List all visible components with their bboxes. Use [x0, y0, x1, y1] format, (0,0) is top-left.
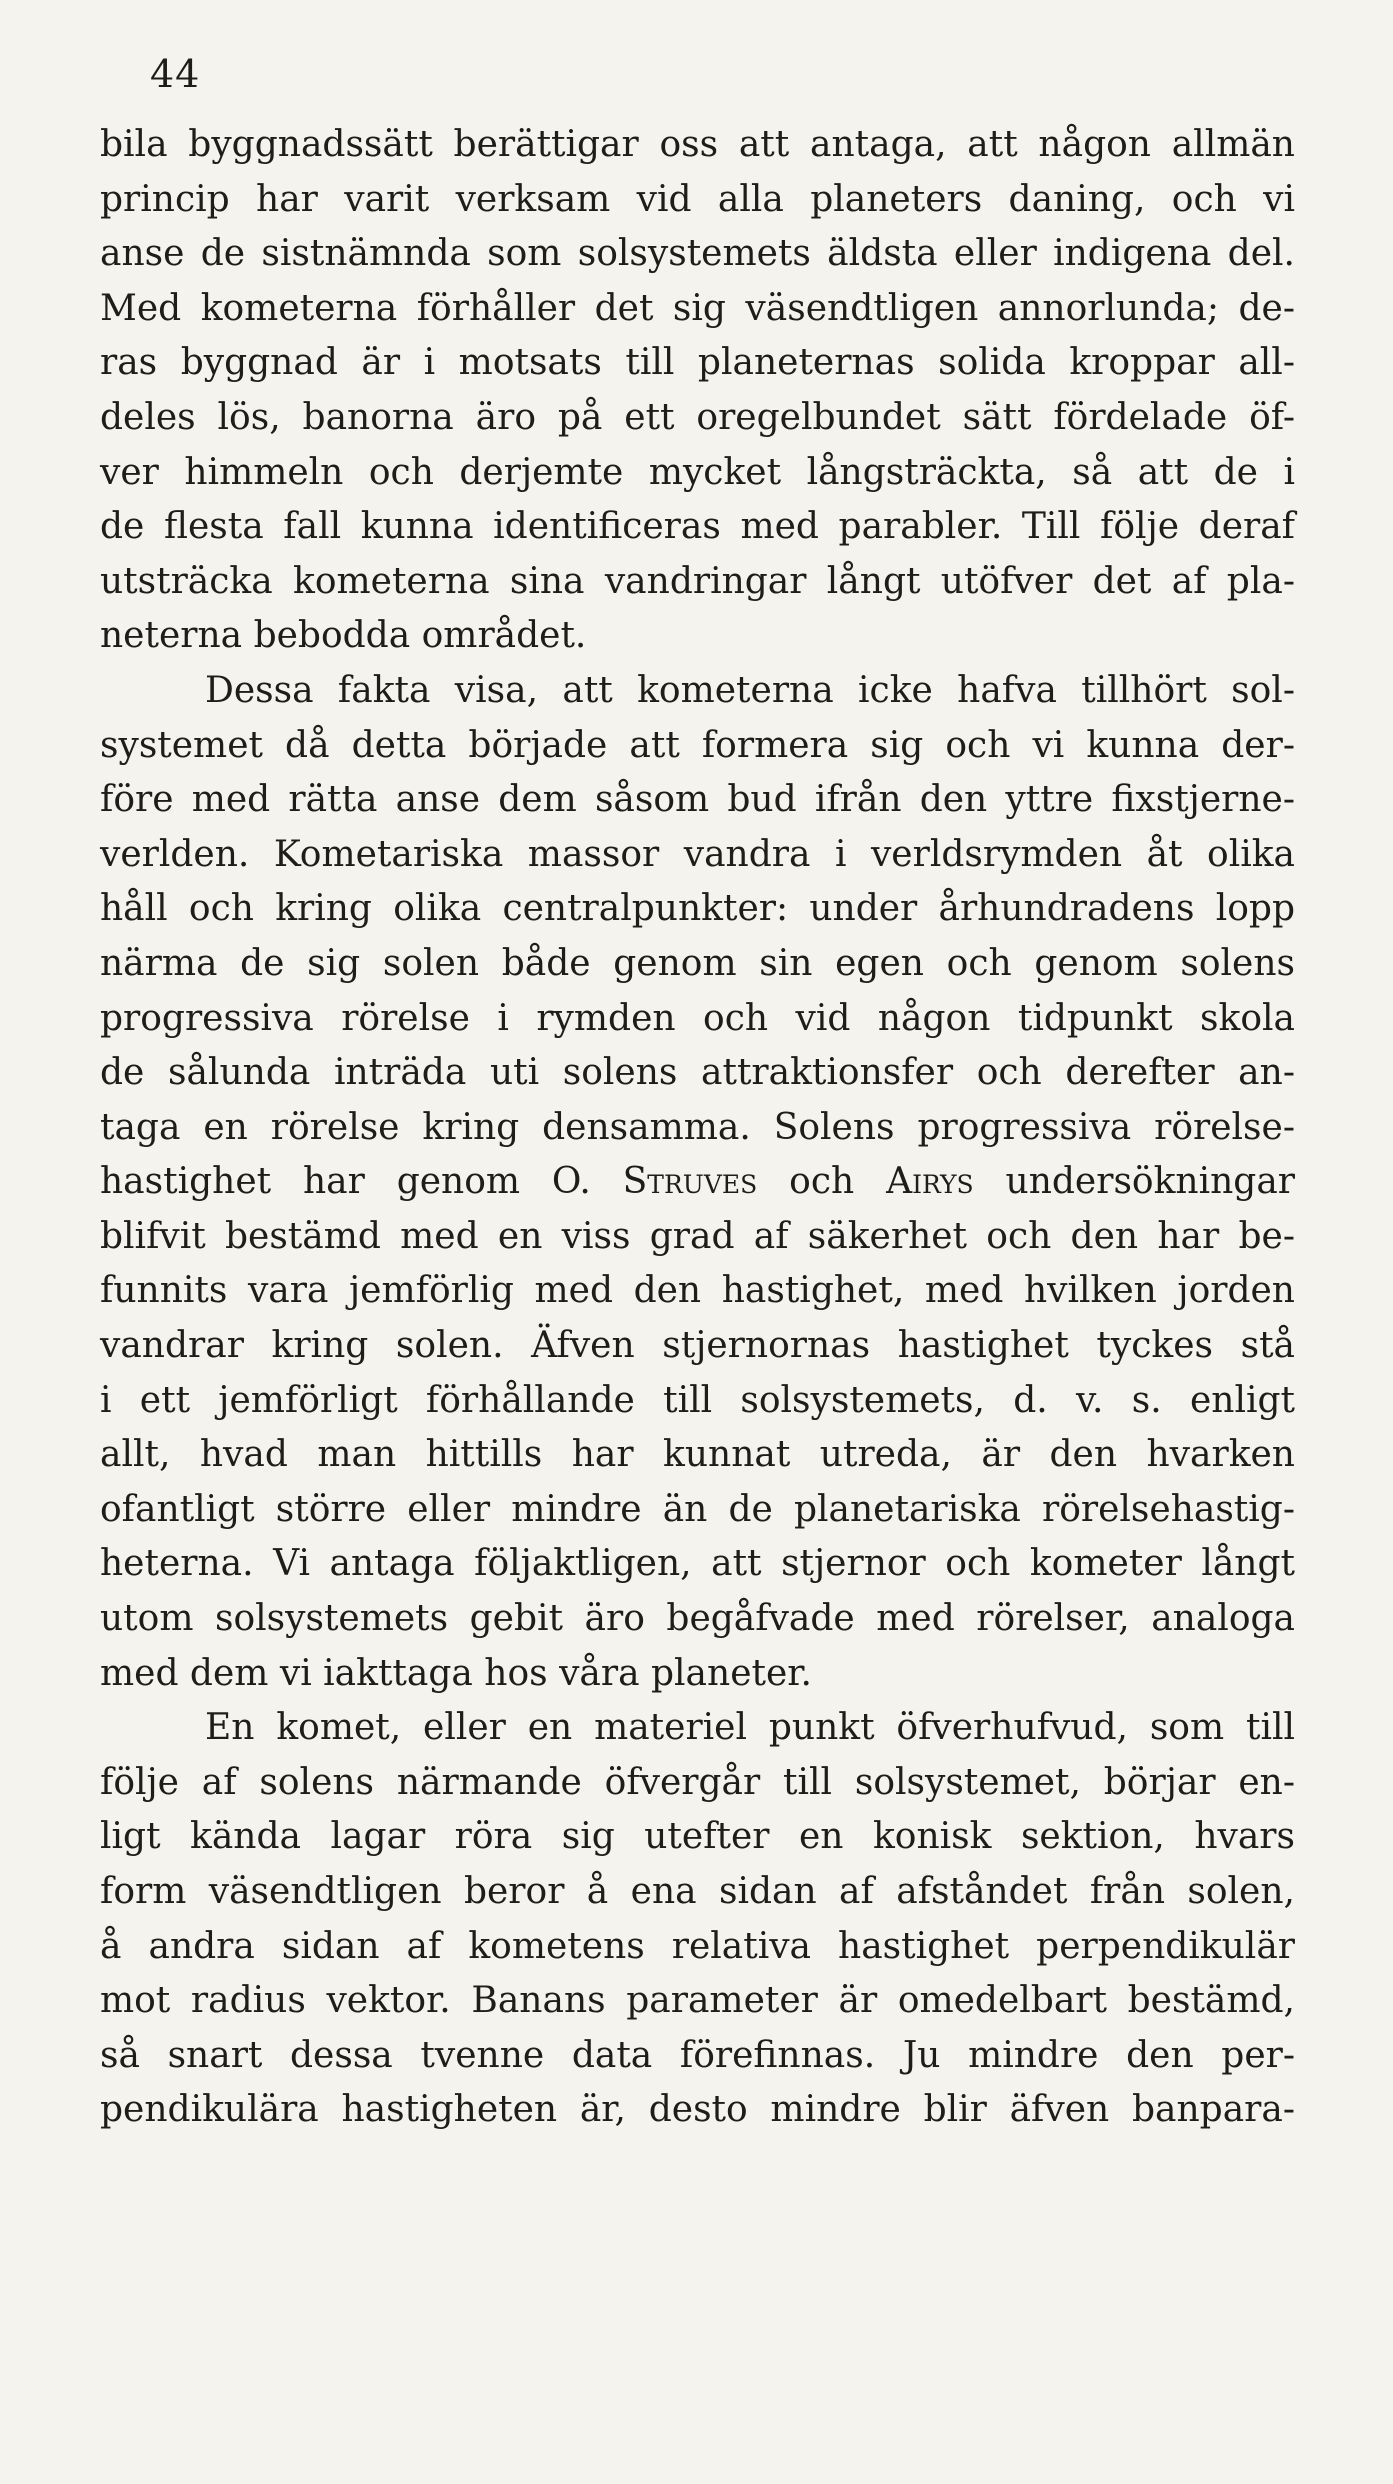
- text-line: verlden. Kometariska massor vandra i verldsrymden åt olika: [100, 833, 1295, 875]
- text-line: ofantligt större eller mindre än de planetariska rörelsehastig-: [100, 1488, 1295, 1530]
- text-line: funnits vara jemförlig med den hastighet, med hvilken jorden: [100, 1270, 1295, 1312]
- page-number: 44: [150, 52, 201, 96]
- author-name: Airys: [886, 1161, 974, 1203]
- text-line: före med rätta anse dem såsom bud ifrån den yttre fixstjerne-: [100, 779, 1295, 821]
- text-line: deles lös, banorna äro på ett oregelbundet sätt fördelade öf-: [100, 396, 1295, 438]
- text-line: hastighet har genom O. Struves och Airys undersökningar: [100, 1161, 1296, 1203]
- text-line: håll och kring olika centralpunkter: under århundradens lopp: [100, 888, 1295, 930]
- text-line: med dem vi iakttaga hos våra planeter.: [100, 1652, 812, 1694]
- body-text: [100, 118, 1295, 2138]
- text-line: de flesta fall kunna identificeras med parabler. Till följe deraf: [100, 506, 1295, 548]
- text-line: de sålunda inträda uti solens attraktionsfer och derefter an-: [100, 1052, 1295, 1094]
- text-line: ver himmeln och derjemte mycket långsträckta, så att de i: [100, 451, 1295, 493]
- text-line: princip har varit verksam vid alla planeters daning, och vi: [100, 178, 1295, 220]
- text-line: följe af solens närmande öfvergår till solsystemet, börjar en-: [100, 1761, 1295, 1803]
- text-line: utom solsystemets gebit äro begåfvade med rörelser, analoga: [100, 1598, 1295, 1640]
- text-line: mot radius vektor. Banans parameter är omedelbart bestämd,: [100, 1980, 1295, 2022]
- text-line: bila byggnadssätt berättigar oss att antaga, att någon allmän: [100, 124, 1295, 165]
- text-line: vandrar kring solen. Äfven stjernornas hastighet tyckes stå: [100, 1325, 1295, 1367]
- text-line: ligt kända lagar röra sig utefter en konisk sektion, hvars: [100, 1816, 1295, 1858]
- text-line: systemet då detta började att formera sig och vi kunna der-: [100, 724, 1295, 766]
- text-line: Dessa fakta visa, att kometerna icke hafva tillhört sol-: [205, 669, 1295, 711]
- text-line: En komet, eller en materiel punkt öfverhufvud, som till: [205, 1707, 1295, 1749]
- text-line: form väsendtligen beror å ena sidan af afståndet från solen,: [100, 1871, 1295, 1912]
- text-line: anse de sistnämnda som solsystemets äldsta eller indigena del.: [100, 233, 1295, 275]
- text-line: progressiva rörelse i rymden och vid någon tidpunkt skola: [100, 997, 1295, 1039]
- text-line: heterna. Vi antaga följaktligen, att stjernor och kometer långt: [100, 1543, 1295, 1585]
- text-line: å andra sidan af kometens relativa hastighet perpendikulär: [100, 1925, 1295, 1967]
- author-name: Struves: [622, 1161, 758, 1203]
- text-line: så snart dessa tvenne data förefinnas. Ju mindre den per-: [100, 2034, 1295, 2076]
- text-line: Med kometerna förhåller det sig väsendtligen annorlunda; de-: [100, 287, 1295, 329]
- text-line: allt, hvad man hittills har kunnat utreda, är den hvarken: [100, 1434, 1295, 1476]
- text-line: neterna bebodda området.: [100, 615, 587, 657]
- text-line: utsträcka kometerna sina vandringar långt utöfver det af pla-: [100, 560, 1295, 602]
- text-line: ras byggnad är i motsats till planeternas solida kroppar all-: [100, 342, 1295, 384]
- text-line: blifvit bestämd med en viss grad af säkerhet och den har be-: [100, 1215, 1295, 1257]
- text-line: taga en rörelse kring densamma. Solens progressiva rörelse-: [100, 1106, 1295, 1148]
- text-line: pendikulära hastigheten är, desto mindre blir äfven banpara-: [100, 2089, 1295, 2131]
- text-line: närma de sig solen både genom sin egen och genom solens: [100, 942, 1295, 984]
- text-line: i ett jemförligt förhållande till solsystemets, d. v. s. enligt: [100, 1379, 1295, 1421]
